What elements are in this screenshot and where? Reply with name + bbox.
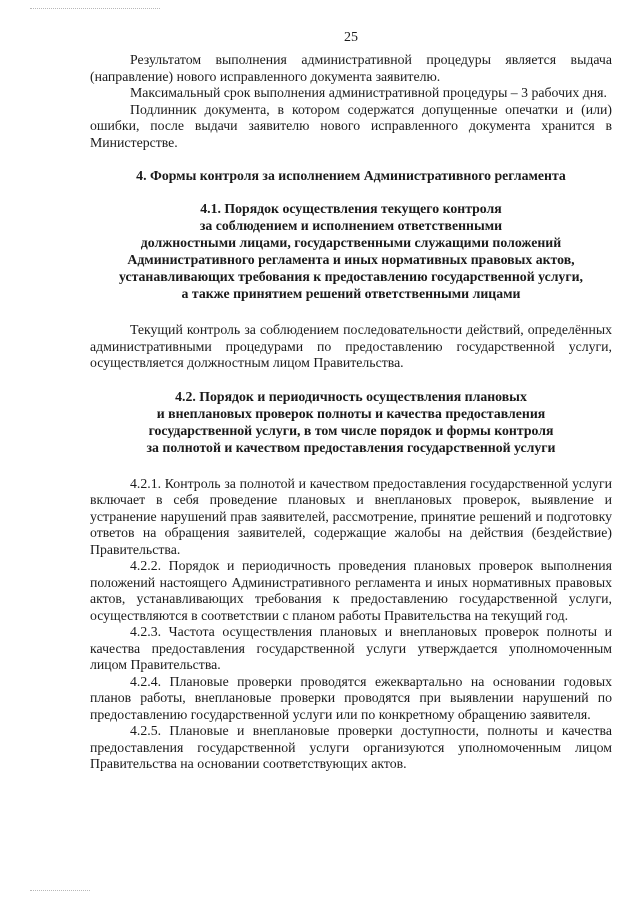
section-4-2-title-line: и внеплановых проверок полноты и качества предоставления	[156, 405, 546, 421]
intro-paragraph: Результатом выполнения административной процедуры является выдача (направление) нового исправленного документа заявителю.	[90, 52, 612, 84]
section-4-1-text: Текущий контроль за соблюдением последовательности действий, определённых административными процедурами по предоставлению государственной услуги, осуществляется должностным лицом Правительства.	[90, 322, 612, 370]
section-4-title: 4. Формы контроля за исполнением Административного регламента	[136, 168, 566, 183]
section-4-2-title-line: 4.2. Порядок и периодичность осуществления плановых	[175, 388, 527, 404]
spacer	[90, 372, 612, 388]
section-4-1-title-line: а также принятием решений ответственными лицами	[181, 286, 521, 301]
clause-4-2-2: 4.2.2. Порядок и периодичность проведения плановых проверок выполнения положений настоящего Административного регламента и иных нормативных правовых актов, устанавливающих требования к предоставлению государственной услуги, осуществляются в соответствии с планом работы Правительства на текущий год.	[90, 558, 612, 623]
section-4-1-title-line: 4.1. Порядок осуществления текущего контроля	[200, 201, 502, 216]
intro-block	[90, 52, 612, 151]
section-4-2-title	[90, 388, 612, 456]
section-4-1-title-line: за соблюдением и исполнением ответственными	[199, 218, 503, 233]
page-number: 25	[344, 30, 358, 45]
scan-artifact-top	[30, 8, 160, 9]
scan-artifact-bottom	[30, 890, 90, 891]
clause-4-2-4: 4.2.4. Плановые проверки проводятся ежеквартально на основании годовых планов работы, внеплановые проверки проводятся при выявлении нарушений по предоставлению государственной услуги или по конкретному обращению заявителя.	[90, 673, 612, 722]
intro-paragraph: Максимальный срок выполнения административной процедуры – 3 рабочих дня.	[130, 85, 607, 100]
section-4-1-title-line: Административного регламента и иных нормативных правовых актов,	[127, 252, 575, 267]
section-4-2-body	[90, 476, 612, 773]
clause-4-2-3: 4.2.3. Частота осуществления плановых и внеплановых проверок полноты и качества предоставления государственной услуги утверждается уполномоченным лицом Правительства.	[90, 624, 612, 672]
section-4-1-title	[90, 200, 612, 302]
intro-paragraph: Подлинник документа, в котором содержатся допущенные опечатки и (или) ошибки, после выдачи заявителю нового исправленного документа хранится в Министерстве.	[90, 101, 612, 150]
clause-4-2-1: 4.2.1. Контроль за полнотой и качеством предоставления государственной услуги включает в себя проведение плановых и внеплановых проверок, выявление и устранение нарушений прав заявителей, рассмотрение, принятие решений и подготовку ответов на обращения заявителей, содержащие жалобы на действия (бездействие) Правительства.	[90, 475, 612, 557]
section-4-2-title-line: государственной услуги, в том числе порядок и формы контроля	[148, 422, 554, 438]
section-4-2-title-line: за полнотой и качеством предоставления государственной услуги	[146, 439, 556, 455]
section-4-1-title-line: должностными лицами, государственными служащими положений	[140, 235, 562, 250]
clause-4-2-5: 4.2.5. Плановые и внеплановые проверки доступности, полноты и качества предоставления государственной услуги организуются уполномоченным лицом Правительства на основании соответствующих актов.	[90, 723, 612, 771]
section-4-1-title-line: устанавливающих требования к предоставлению государственной услуги,	[118, 269, 583, 284]
